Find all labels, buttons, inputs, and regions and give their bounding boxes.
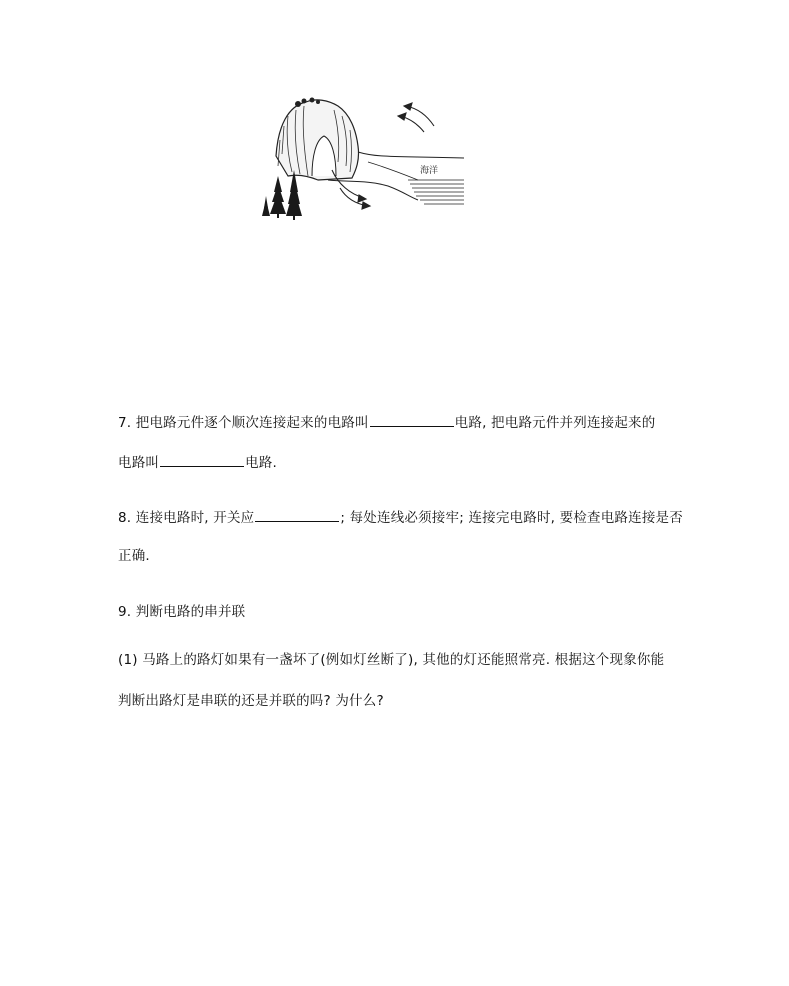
q8-text-c: 正确. xyxy=(118,548,150,564)
q9-sub1-line-1 xyxy=(118,651,664,669)
q8-blank-1[interactable] xyxy=(255,507,339,522)
coastal-cliff-illustration xyxy=(258,96,464,220)
q7-text-c: 电路叫 xyxy=(118,455,160,471)
q7-text-d: 电路. xyxy=(245,455,278,471)
wind-arrows-upper xyxy=(398,103,434,132)
q9-title xyxy=(118,603,245,621)
q8-text-a: 8. 连接电路时, 开关应 xyxy=(118,510,255,526)
q9-sub1-line-2 xyxy=(118,692,384,710)
q8-line-2 xyxy=(118,547,150,565)
q9-sub1-text-a: (1) 马路上的路灯如果有一盏坏了(例如灯丝断了), 其他的灯还能照常亮. 根据这个现象你能 xyxy=(118,652,665,668)
q7-text-b: 电路, 把电路元件并列连接起来的 xyxy=(454,415,656,431)
sea-label: 海洋 xyxy=(420,166,439,176)
q9-sub1-text-b: 判断出路灯是串联的还是并联的吗? 为什么? xyxy=(118,693,384,709)
q8-line-1 xyxy=(118,507,683,527)
pine-trees xyxy=(262,170,302,220)
q7-line-2 xyxy=(118,452,277,472)
q9-title-text: 9. 判断电路的串并联 xyxy=(118,604,246,620)
q7-line-1 xyxy=(118,412,655,432)
q8-text-b: ; 每处连线必须接牢; 连接完电路时, 要检查电路连接是否 xyxy=(340,510,683,526)
q7-text-a: 7. 把电路元件逐个顺次连接起来的电路叫 xyxy=(118,415,369,431)
q7-blank-1[interactable] xyxy=(370,412,454,427)
sea xyxy=(408,180,464,204)
q7-blank-2[interactable] xyxy=(160,452,244,467)
